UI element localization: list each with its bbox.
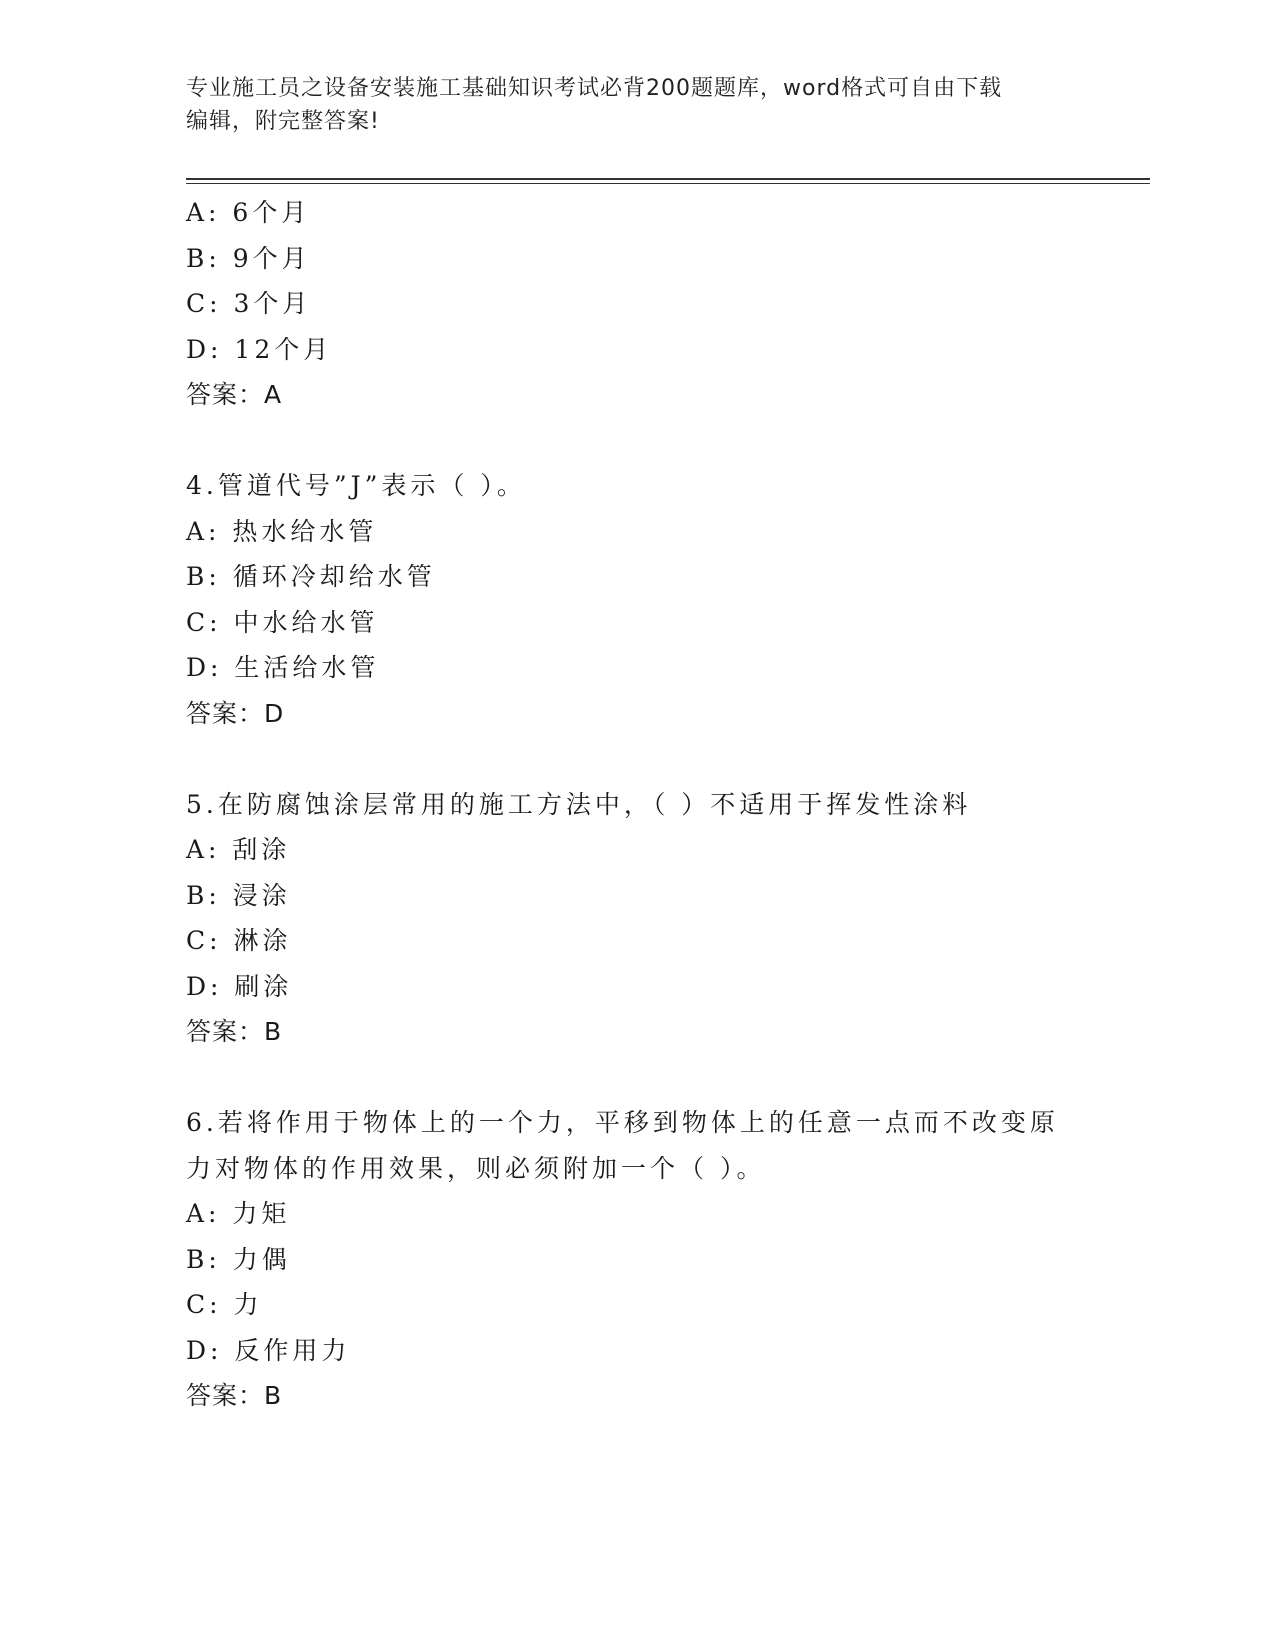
answer: 答案：A	[186, 380, 283, 409]
option-b: B: 浸涂	[186, 880, 291, 910]
question-text-line-1: 6.若将作用于物体上的一个力，平移到物体上的任意一点而不改变原	[186, 1108, 1059, 1137]
option-d: D: 反作用力	[186, 1335, 351, 1365]
option-a: A: 力矩	[186, 1199, 291, 1228]
option-a: A: 热水给水管	[186, 516, 378, 546]
answer: 答案：D	[186, 698, 285, 728]
option-a: A: 6个月	[186, 198, 311, 227]
question-list	[186, 190, 1086, 1419]
header-divider-thin	[186, 183, 1150, 184]
header-line-1: 专业施工员之设备安装施工基础知识考试必背200题题库，word格式可自由下载	[186, 76, 1003, 101]
answer: 答案：B	[186, 1381, 283, 1410]
option-a: A: 刮涂	[186, 835, 291, 864]
option-c: C: 中水给水管	[186, 607, 379, 637]
option-d: D: 生活给水管	[186, 653, 380, 682]
answer: 答案：B	[186, 1017, 283, 1046]
header-divider	[186, 178, 1150, 180]
question-text: 5.在防腐蚀涂层常用的施工方法中，（ ）不适用于挥发性涂料	[186, 789, 972, 819]
page-header	[186, 72, 1046, 138]
question-4	[186, 463, 1086, 736]
option-d: D: 12个月	[186, 334, 333, 364]
option-b: B: 9个月	[186, 243, 311, 273]
question-text-line-2: 力对物体的作用效果，则必须附加一个（ ）。	[186, 1153, 766, 1183]
question-3	[186, 190, 1086, 418]
option-c: C: 淋涂	[186, 926, 292, 955]
header-line-2: 编辑，附完整答案!	[186, 109, 380, 134]
option-c: C: 力	[186, 1290, 263, 1319]
question-5	[186, 782, 1086, 1055]
option-b: B: 循环冷却给水管	[186, 562, 436, 591]
option-b: B: 力偶	[186, 1244, 291, 1274]
option-d: D: 刷涂	[186, 971, 293, 1001]
question-6	[186, 1100, 1086, 1419]
option-c: C: 3个月	[186, 289, 312, 318]
question-text: 4.管道代号”J”表示（ ）。	[186, 471, 526, 500]
